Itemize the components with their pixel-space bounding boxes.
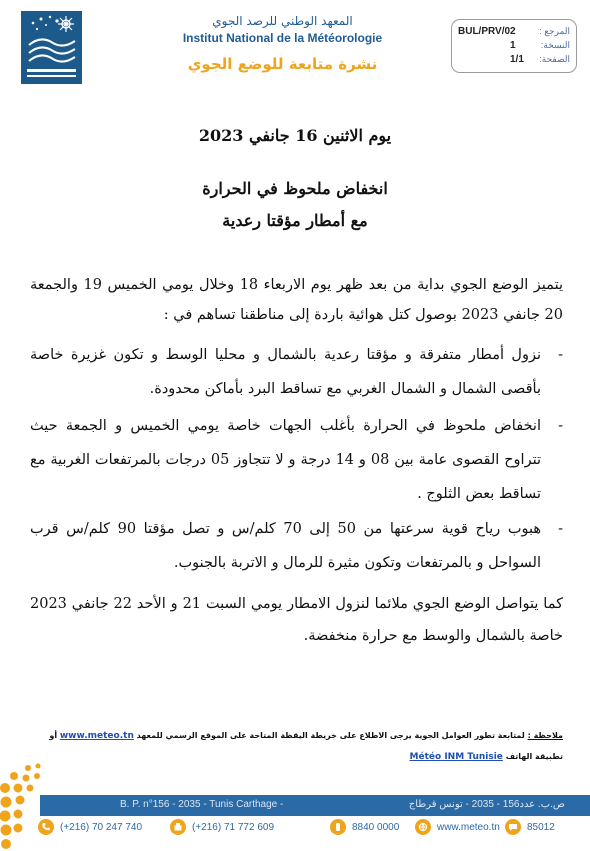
bullet-item — [30, 338, 563, 406]
fax-icon — [170, 819, 186, 835]
reference-value: BUL/PRV/02 — [458, 26, 516, 37]
address-french: B. P. n°156 - 2035 - Tunis Carthage - — [120, 799, 284, 810]
headline-primary: انخفاض ملحوظ في الحرارة — [202, 179, 388, 198]
bulletin-date: يوم الاثنين 16 جانفي 2023 — [198, 126, 392, 145]
bullet-marker: - — [558, 418, 563, 434]
note-text: لمتابعة تطور العوامل الجوية يرجى الاطلاع على خريطة اليقظة المتاحة على الموقع الرسمي للمعهد — [136, 731, 525, 740]
toll-free-number: 8840 0000 — [352, 821, 400, 833]
contact-toll-free — [330, 818, 399, 836]
intro-paragraph: يتميز الوضع الجوي بداية من بعد ظهر يوم الاربعاء 18 وخلال يومي الخميس 19 والجمعة 20 جانفي 2023 بوصول كتل هوائية باردة إلى مناطقنا تساهم في : — [30, 277, 563, 323]
note-label: ملاحظة : — [527, 731, 563, 740]
contact-sms — [505, 818, 555, 836]
note-line — [30, 728, 563, 744]
contact-website[interactable] — [415, 818, 500, 836]
contact-phone — [38, 818, 142, 836]
sms-icon — [505, 819, 521, 835]
address — [55, 799, 565, 815]
phone-number: (+216) 70 247 740 — [60, 821, 143, 833]
website-text: www.meteo.tn — [437, 821, 500, 833]
bullet-text: هبوب رياح قوية سرعتها من 50 إلى 70 كلم/س و تصل مؤقتا 90 كلم/س قرب السواحل و بالمرتفعات وتكون مثيرة للرمال و الاتربة بالجنوب. — [30, 521, 541, 571]
bullet-item — [30, 409, 563, 511]
inm-logo — [21, 11, 82, 84]
address-arabic: ص.ب. عدد156 - 2035 - تونس قرطاج — [408, 799, 565, 810]
reference-label: المرجع : — [539, 26, 570, 36]
website-link[interactable]: www.meteo.tn — [59, 731, 134, 741]
contact-fax — [170, 818, 274, 836]
headline-secondary: مع أمطار مؤقتا رعدية — [222, 211, 368, 230]
reference-box — [451, 19, 577, 73]
bullet-marker: - — [558, 347, 563, 363]
note-or: أو — [49, 731, 58, 740]
copy-value: 1 — [510, 40, 516, 51]
bullet-text: انخفاض ملحوظ في الحرارة بأغلب الجهات خاصة يومي الخميس و الجمعة حيث تتراوح القصوى عامة بين 08 و 14 درجة و لا تتجاوز 05 درجات بالمرتفعات الغربية مع تساقط بعض الثلوج . — [30, 418, 541, 502]
app-text: تطبيقة الهاتف — [505, 752, 563, 761]
page-value: 1/1 — [510, 54, 524, 65]
institute-name-arabic: المعهد الوطني للرصد الجوي — [212, 14, 353, 28]
bullet-item — [30, 512, 563, 580]
outro-paragraph: كما يتواصل الوضع الجوي ملائما لنزول الامطار يومي السبت 21 و الأحد 22 جانفي 2023 خاصة بالشمال والوسط مع حرارة منخفضة. — [30, 596, 563, 644]
globe-icon — [415, 819, 431, 835]
app-link[interactable]: Météo INM Tunisie — [409, 752, 503, 762]
copy-label: النسخة: — [540, 40, 570, 50]
copy-row — [458, 39, 570, 52]
reference-row — [458, 25, 570, 38]
bullet-text: نزول أمطار متفرقة و مؤقتا رعدية بالشمال و محليا الوسط و تكون غزيرة خاصة بأقصى الشمال و الشمال الغربي مع تساقط البرد بأماكن محدودة. — [30, 347, 541, 397]
page-label: الصفحة: — [539, 54, 570, 64]
note-app-line — [30, 749, 563, 765]
fax-number: (+216) 71 772 609 — [192, 821, 275, 833]
bullet-marker: - — [558, 521, 563, 537]
bulletin-title: نشرة متابعة للوضع الجوي — [187, 55, 378, 73]
institute-name-french: Institut National de la Météorologie — [182, 31, 383, 45]
phone-icon — [38, 819, 54, 835]
page-row — [458, 53, 570, 66]
sms-number: 85012 — [527, 821, 555, 833]
mobile-phone-icon — [330, 819, 346, 835]
